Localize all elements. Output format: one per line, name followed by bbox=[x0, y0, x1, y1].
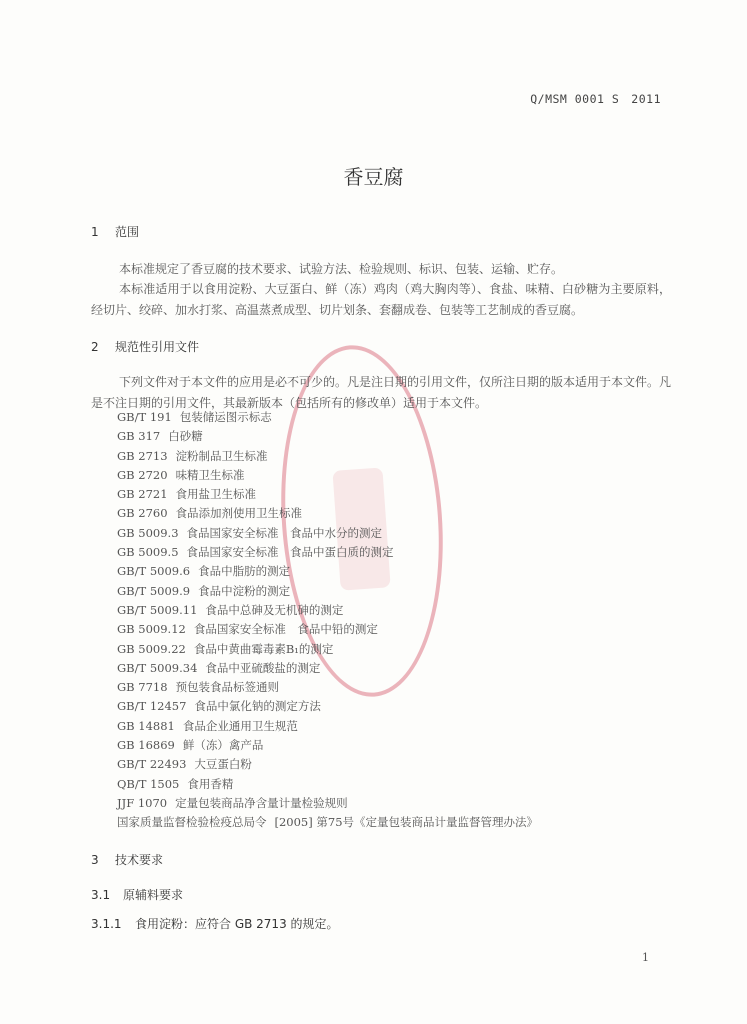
list-item: GB 5009.22 食品中黄曲霉毒素B₁的测定 bbox=[117, 641, 334, 656]
section-2-heading bbox=[91, 338, 199, 355]
section-number: 3 bbox=[91, 853, 99, 867]
subsection-3-1-heading bbox=[91, 886, 183, 903]
list-item: JJF 1070 定量包装商品净含量计量检验规则 bbox=[117, 795, 348, 810]
list-item: GB 2760 食品添加剂使用卫生标准 bbox=[117, 506, 303, 521]
document-code: Q/MSM 0001 S 2011 bbox=[530, 92, 661, 106]
subsection-title: 原辅料要求 bbox=[123, 888, 184, 902]
page-number: 1 bbox=[642, 951, 649, 964]
list-item: GB/T 22493 大豆蛋白粉 bbox=[117, 757, 252, 772]
clause-number: 3.1.1 bbox=[91, 917, 122, 931]
list-item: GB/T 5009.6 食品中脂肪的测定 bbox=[117, 564, 291, 579]
list-item: GB 2713 淀粉制品卫生标准 bbox=[117, 448, 268, 463]
section-title: 规范性引用文件 bbox=[115, 340, 200, 354]
list-item: GB 16869 鲜（冻）禽产品 bbox=[117, 738, 264, 753]
section-1-heading bbox=[91, 223, 139, 240]
list-item: GB 317 白砂糖 bbox=[117, 429, 203, 444]
list-item: GB/T 12457 食品中氯化钠的测定方法 bbox=[117, 699, 321, 714]
section-title: 技术要求 bbox=[115, 853, 164, 867]
scope-paragraph-1: 本标准规定了香豆腐的技术要求、试验方法、检验规则、标识、包装、运输、贮存。 bbox=[119, 262, 564, 276]
document-title: 香豆腐 bbox=[343, 165, 404, 189]
clause-3-1-1 bbox=[91, 915, 339, 932]
list-item: GB 2720 味精卫生标准 bbox=[117, 467, 245, 482]
list-item: GB 5009.3 食品国家安全标准 食品中水分的测定 bbox=[117, 525, 383, 540]
list-item: GB 7718 预包装食品标签通则 bbox=[117, 680, 280, 695]
list-item: GB/T 5009.34 食品中亚硫酸盐的测定 bbox=[117, 660, 321, 675]
reference-list bbox=[117, 408, 538, 833]
list-item: GB/T 5009.11 食品中总砷及无机砷的测定 bbox=[117, 602, 344, 617]
references-intro: 下列文件对于本文件的应用是必不可少的。凡是注日期的引用文件，仅所注日期的版本适用于本文件。凡是不注日期的引用文件，其最新版本（包括所有的修改单）适用于本文件。 bbox=[91, 375, 672, 410]
list-item: GB 14881 食品企业通用卫生规范 bbox=[117, 718, 298, 733]
subsection-number: 3.1 bbox=[91, 888, 111, 902]
list-item: QB/T 1505 食用香精 bbox=[117, 776, 234, 791]
list-item: 国家质量监督检验检疫总局令 [2005] 第75号《定量包装商品计量监督管理办法》 bbox=[117, 815, 539, 830]
section-3-heading bbox=[91, 851, 163, 868]
list-item: GB 5009.12 食品国家安全标准 食品中铅的测定 bbox=[117, 622, 378, 637]
section-title: 范围 bbox=[115, 225, 140, 239]
list-item: GB/T 5009.9 食品中淀粉的测定 bbox=[117, 583, 291, 598]
section-number: 1 bbox=[91, 225, 99, 239]
list-item: GB 5009.5 食品国家安全标准 食品中蛋白质的测定 bbox=[117, 545, 394, 560]
scope-paragraph-2: 本标准适用于以食用淀粉、大豆蛋白、鲜（冻）鸡肉（鸡大胸肉等）、食盐、味精、白砂糖为主要原料，经切片、绞碎、加水打浆、高温蒸煮成型、切片划条、套翻成卷、包装等工艺制成的香豆腐。 bbox=[91, 282, 671, 317]
clause-text: 食用淀粉：应符合 GB 2713 的规定。 bbox=[135, 917, 339, 931]
list-item: GB 2721 食用盐卫生标准 bbox=[117, 487, 257, 502]
list-item: GB/T 191 包装储运图示标志 bbox=[117, 410, 272, 424]
section-number: 2 bbox=[91, 340, 99, 354]
